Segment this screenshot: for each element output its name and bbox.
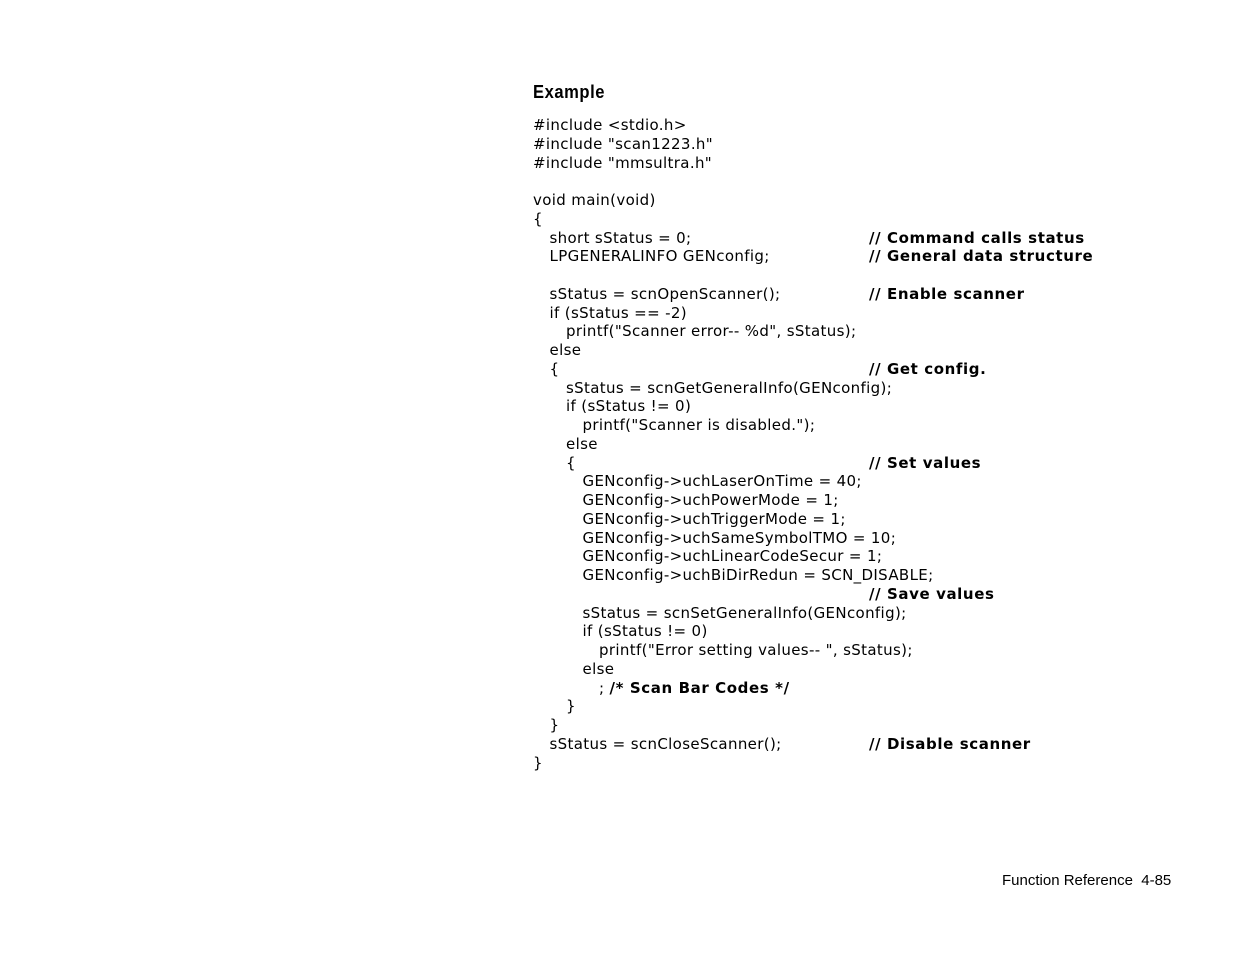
code-text: LPGENERALINFO GENconfig; — [549, 247, 770, 266]
code-text: void main(void) — [533, 191, 656, 209]
code-text: if (sStatus == -2) — [549, 303, 687, 322]
code-line — [533, 604, 1213, 623]
code-text: { — [533, 209, 543, 228]
code-line — [533, 116, 1213, 135]
code-line — [533, 697, 1213, 716]
code-text: } — [533, 753, 543, 772]
code-line — [533, 435, 1213, 454]
code-text: short sStatus = 0; — [549, 228, 692, 247]
code-text: #include "mmsultra.h" — [533, 153, 713, 172]
code-line — [533, 641, 1213, 660]
code-comment: // Disable scanner — [869, 734, 1031, 753]
code-line — [533, 716, 1213, 735]
code-text: GENconfig->uchTriggerMode = 1; — [582, 509, 846, 528]
code-line — [533, 622, 1213, 641]
code-line — [533, 397, 1213, 416]
code-comment: // Save values — [869, 584, 995, 603]
code-text: sStatus = scnCloseScanner(); — [549, 734, 782, 753]
code-line — [533, 547, 1213, 566]
code-comment: // Enable scanner — [869, 284, 1025, 303]
code-comment: // Set values — [869, 453, 982, 472]
code-text: if (sStatus != 0) — [566, 397, 692, 416]
code-text: } — [549, 716, 560, 734]
code-text: { — [549, 359, 560, 378]
code-line — [533, 360, 1213, 379]
code-statement: ; — [599, 678, 610, 697]
footer-section-title: Function Reference — [1002, 872, 1133, 889]
code-line — [533, 585, 1213, 604]
code-line — [533, 229, 1213, 248]
code-text: sStatus = scnSetGeneralInfo(GENconfig); — [582, 603, 907, 622]
code-line — [533, 754, 1213, 773]
code-line — [533, 491, 1213, 510]
code-text: sStatus = scnOpenScanner(); — [549, 284, 781, 303]
code-line — [533, 322, 1213, 341]
code-text — [599, 679, 790, 698]
code-text: GENconfig->uchPowerMode = 1; — [582, 491, 839, 509]
code-line — [533, 247, 1213, 266]
code-line — [533, 304, 1213, 323]
footer-page-number: 4-85 — [1141, 872, 1172, 889]
code-example — [533, 116, 1213, 772]
code-text: { — [566, 453, 576, 472]
code-line — [533, 285, 1213, 304]
code-comment: // Get config. — [869, 359, 987, 378]
code-text: sStatus = scnGetGeneralInfo(GENconfig); — [566, 378, 893, 397]
code-line — [533, 735, 1213, 754]
code-line — [533, 510, 1213, 529]
code-text: else — [566, 434, 598, 453]
code-line — [533, 135, 1213, 154]
code-line — [533, 529, 1213, 548]
code-line — [533, 191, 1213, 210]
code-line — [533, 416, 1213, 435]
code-text: #include <stdio.h> — [533, 116, 687, 134]
code-comment: // General data structure — [869, 247, 1094, 266]
section-heading: Example — [533, 82, 605, 102]
code-inline-comment: /* Scan Bar Codes */ — [609, 678, 790, 697]
page-footer — [1002, 872, 1171, 889]
code-text: printf("Scanner error-- %d", sStatus); — [566, 322, 857, 341]
code-text: } — [566, 697, 576, 716]
code-line — [533, 454, 1213, 473]
code-text: GENconfig->uchSameSymbolTMO = 10; — [582, 528, 897, 547]
code-line — [533, 154, 1213, 173]
code-text: GENconfig->uchLaserOnTime = 40; — [582, 472, 862, 491]
code-line — [533, 472, 1213, 491]
code-line — [533, 566, 1213, 585]
code-text: if (sStatus != 0) — [582, 622, 708, 641]
code-text: #include "scan1223.h" — [533, 134, 714, 153]
code-line — [533, 266, 1213, 285]
code-line — [533, 210, 1213, 229]
code-text: else — [582, 659, 615, 678]
code-text: else — [549, 341, 582, 359]
code-text: printf("Scanner is disabled."); — [582, 416, 816, 434]
code-comment: // Command calls status — [869, 228, 1085, 247]
code-line — [533, 172, 1213, 191]
code-text: GENconfig->uchBiDirRedun = SCN_DISABLE; — [582, 566, 934, 584]
code-text: printf("Error setting values-- ", sStatus); — [599, 641, 913, 659]
code-line — [533, 679, 1213, 698]
code-line — [533, 379, 1213, 398]
code-line — [533, 660, 1213, 679]
code-line — [533, 341, 1213, 360]
code-text: GENconfig->uchLinearCodeSecur = 1; — [582, 547, 883, 566]
